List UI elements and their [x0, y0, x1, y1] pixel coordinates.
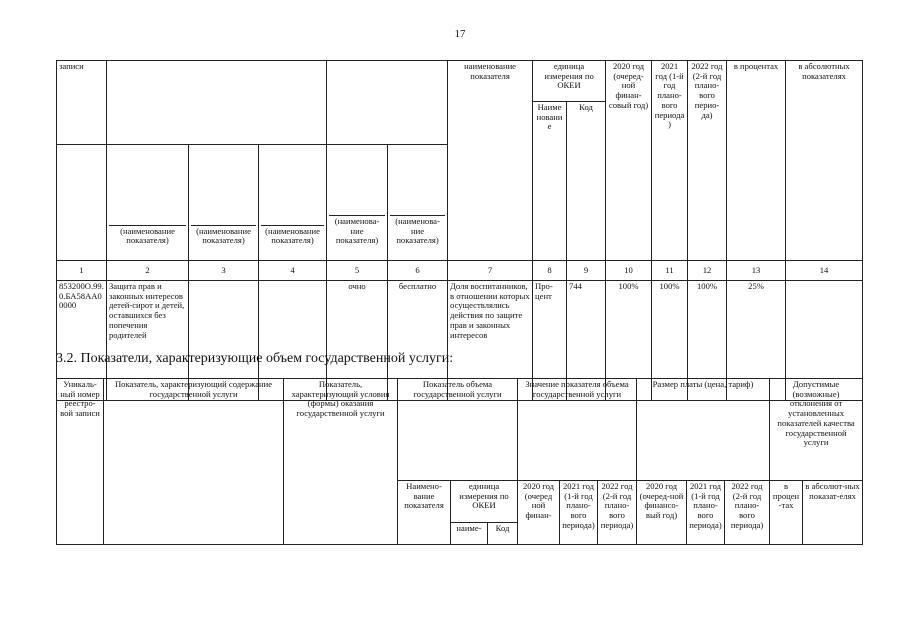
column-number: 14	[786, 261, 863, 281]
sub-label-1: (наименование показателя)	[107, 145, 189, 261]
sub-label-4: (наименова-ние показателя)	[327, 145, 388, 261]
quality-indicators-table	[56, 60, 863, 401]
volume-indicators-table	[56, 378, 863, 545]
sub-label-2: (наименование показателя)	[189, 145, 259, 261]
header-zapisi-cont	[57, 145, 107, 261]
header-conditions-blank	[327, 61, 448, 145]
column-number: 8	[533, 261, 567, 281]
header-value-2022: 2022 год (2-й год плано-вого периода)	[598, 481, 637, 545]
service-form: очно	[327, 281, 388, 401]
indicator-text: Доля воспитанников, в отношении которых осуществлялись действия по защите прав и законных интересов	[448, 281, 533, 401]
header-fee-2022: 2022 год (2-й год плано-вого периода)	[725, 481, 770, 545]
column-number: 1	[57, 261, 107, 281]
value-2022: 100%	[688, 281, 727, 401]
header-indicator-name: наименование показателя	[448, 61, 533, 261]
service-payment: бесплатно	[388, 281, 448, 401]
header-deviation: Допустимые (возможные) отклонения от установленных показателей качества государственной услуги	[770, 379, 863, 481]
sub-label-3: (наименование показателя)	[259, 145, 327, 261]
column-number: 10	[606, 261, 652, 281]
header-volume: Показатель объема государственной услуги	[398, 379, 518, 481]
header-content-blank	[107, 61, 327, 145]
header-zapisi: записи	[57, 61, 107, 145]
sub-label-5: (наименова-ние показателя)	[388, 145, 448, 261]
column-number: 2	[107, 261, 189, 281]
header-unit-code: Код	[567, 102, 606, 261]
header-unit-code: Код	[488, 523, 518, 545]
header-percent: в процентах	[727, 61, 786, 261]
registry-number: 853200О.99.0.БА58АА00000	[57, 281, 107, 401]
header-dev-absolute: в абсолют-ных показат-елях	[803, 481, 863, 545]
value-2021: 100%	[652, 281, 688, 401]
unit-name: Про-цент	[533, 281, 567, 401]
header-volume-value: Значение показателя объема государственной услуги	[518, 379, 637, 481]
header-dev-percent: в процен-тах	[770, 481, 803, 545]
header-year-2021: 2021 год (1-й год плано-вого периода)	[652, 61, 688, 261]
unit-code: 744	[567, 281, 606, 401]
header-unit-name: наиме-	[451, 523, 488, 545]
header-year-2020: 2020 год (очеред-ной финан-совый год)	[606, 61, 652, 261]
value-2020: 100%	[606, 281, 652, 401]
header-unit-name: Наиме новани е	[533, 102, 567, 261]
column-number: 13	[727, 261, 786, 281]
header-value-2021: 2021 год (1-й год плано-вого периода)	[560, 481, 598, 545]
page-number: 17	[454, 28, 466, 40]
header-absolute: в абсолютных показателях	[786, 61, 863, 261]
header-conditions: Показатель, характеризующий условия (формы) оказания государственной услуги	[284, 379, 398, 545]
column-number: 11	[652, 261, 688, 281]
column-number-row	[57, 261, 863, 281]
header-indicator-name: Наимено-вание показателя	[398, 481, 451, 545]
header-unit: единица измерения по ОКЕИ	[451, 481, 518, 523]
column-number: 7	[448, 261, 533, 281]
column-number: 5	[327, 261, 388, 281]
header-unit: единица измерения по ОКЕИ	[533, 61, 606, 102]
column-number: 3	[189, 261, 259, 281]
header-unique-number: Уникаль-ный номер реестро-вой записи	[57, 379, 104, 545]
header-year-2022: 2022 год (2-й год плано-вого перио-да)	[688, 61, 727, 261]
column-number: 12	[688, 261, 727, 281]
header-fee-2020: 2020 год (очеред-ной финансо-вый год)	[637, 481, 687, 545]
header-value-2020: 2020 год (очеред ной финан-	[518, 481, 560, 545]
deviation-percent: 25%	[727, 281, 786, 401]
section-title: 3.2. Показатели, характеризующие объем государственной услуги:	[56, 351, 454, 366]
header-fee-2021: 2021 год (1-й год плано-вого периода)	[687, 481, 725, 545]
column-number: 9	[567, 261, 606, 281]
column-number: 4	[259, 261, 327, 281]
header-fee: Размер платы (цена, тариф)	[637, 379, 770, 481]
service-content: Защита прав и законных интересов детей-сирот и детей, оставшихся без попечения родителей	[107, 281, 189, 401]
column-number: 6	[388, 261, 448, 281]
header-content: Показатель, характеризующий содержание государственной услуги	[104, 379, 284, 545]
